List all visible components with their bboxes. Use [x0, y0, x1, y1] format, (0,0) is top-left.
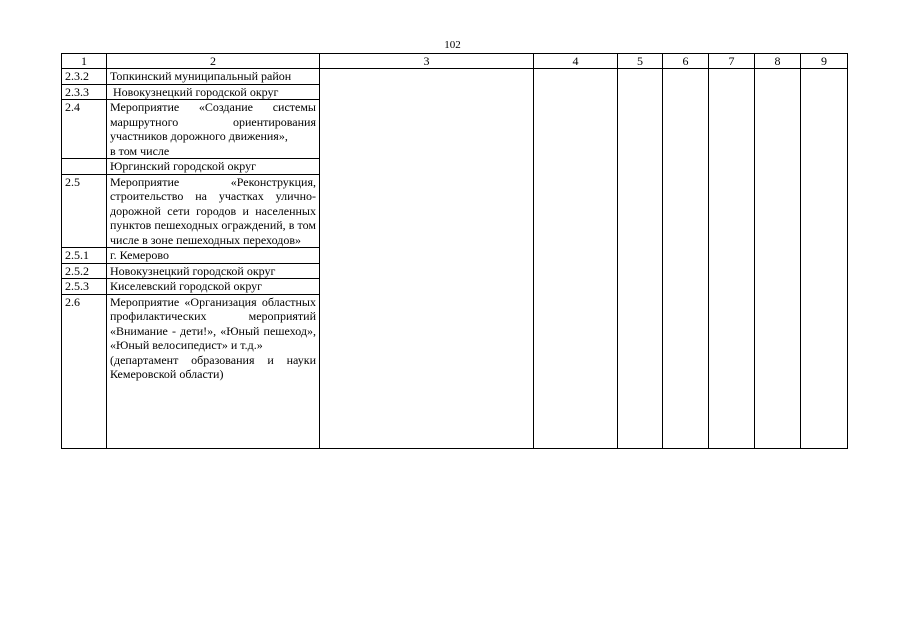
table-row: [62, 69, 848, 85]
row-name-cell: [107, 294, 320, 448]
empty-column-cell: [320, 69, 534, 449]
row-name: Мероприятие «Создание системы маршрутного ориентирования участников дорожного движения»,: [110, 100, 316, 143]
empty-column-cell: [534, 69, 618, 449]
column-header: 7: [709, 54, 755, 69]
empty-column-cell: [801, 69, 848, 449]
row-number: 2.5: [62, 174, 107, 248]
row-number: 2.5.3: [62, 279, 107, 295]
column-header: 1: [62, 54, 107, 69]
column-header: 2: [107, 54, 320, 69]
row-name: Новокузнецкий городской округ: [107, 263, 320, 279]
column-header: 9: [801, 54, 848, 69]
column-header: 5: [618, 54, 663, 69]
empty-column-cell: [618, 69, 663, 449]
column-header: 6: [663, 54, 709, 69]
empty-column-cell: [663, 69, 709, 449]
table-header-row: [62, 54, 848, 69]
measures-table: [61, 53, 848, 449]
row-name-extra: (департамент образования и науки Кемеровской области): [110, 352, 316, 381]
row-name: Новокузнецкий городской округ: [107, 84, 320, 100]
row-name: Киселевский городской округ: [107, 279, 320, 295]
row-name: Мероприятие «Реконструкция, строительство на участках улично-дорожной сети городов и населенных пунктов пешеходных ограждений, в том числе в зоне пешеходных переходов»: [107, 174, 320, 248]
column-header: 4: [534, 54, 618, 69]
row-number: [62, 159, 107, 175]
row-number: 2.6: [62, 294, 107, 448]
row-number: 2.4: [62, 100, 107, 159]
page-number: 102: [444, 39, 461, 51]
row-number: 2.3.2: [62, 69, 107, 85]
row-name-extra: в том числе: [110, 143, 170, 158]
row-name: Топкинский муниципальный район: [107, 69, 320, 85]
row-name: Юргинский городской округ: [107, 159, 320, 175]
column-header: 3: [320, 54, 534, 69]
row-name-cell: [107, 100, 320, 159]
empty-column-cell: [755, 69, 801, 449]
row-number: 2.5.2: [62, 263, 107, 279]
row-number: 2.3.3: [62, 84, 107, 100]
row-name: Мероприятие «Организация областных профилактических мероприятий «Внимание - дети!», «Юный пешеход», «Юный велосипедист» и т.д.»: [110, 294, 316, 352]
row-name: г. Кемерово: [107, 248, 320, 264]
column-header: 8: [755, 54, 801, 69]
row-number: 2.5.1: [62, 248, 107, 264]
empty-column-cell: [709, 69, 755, 449]
